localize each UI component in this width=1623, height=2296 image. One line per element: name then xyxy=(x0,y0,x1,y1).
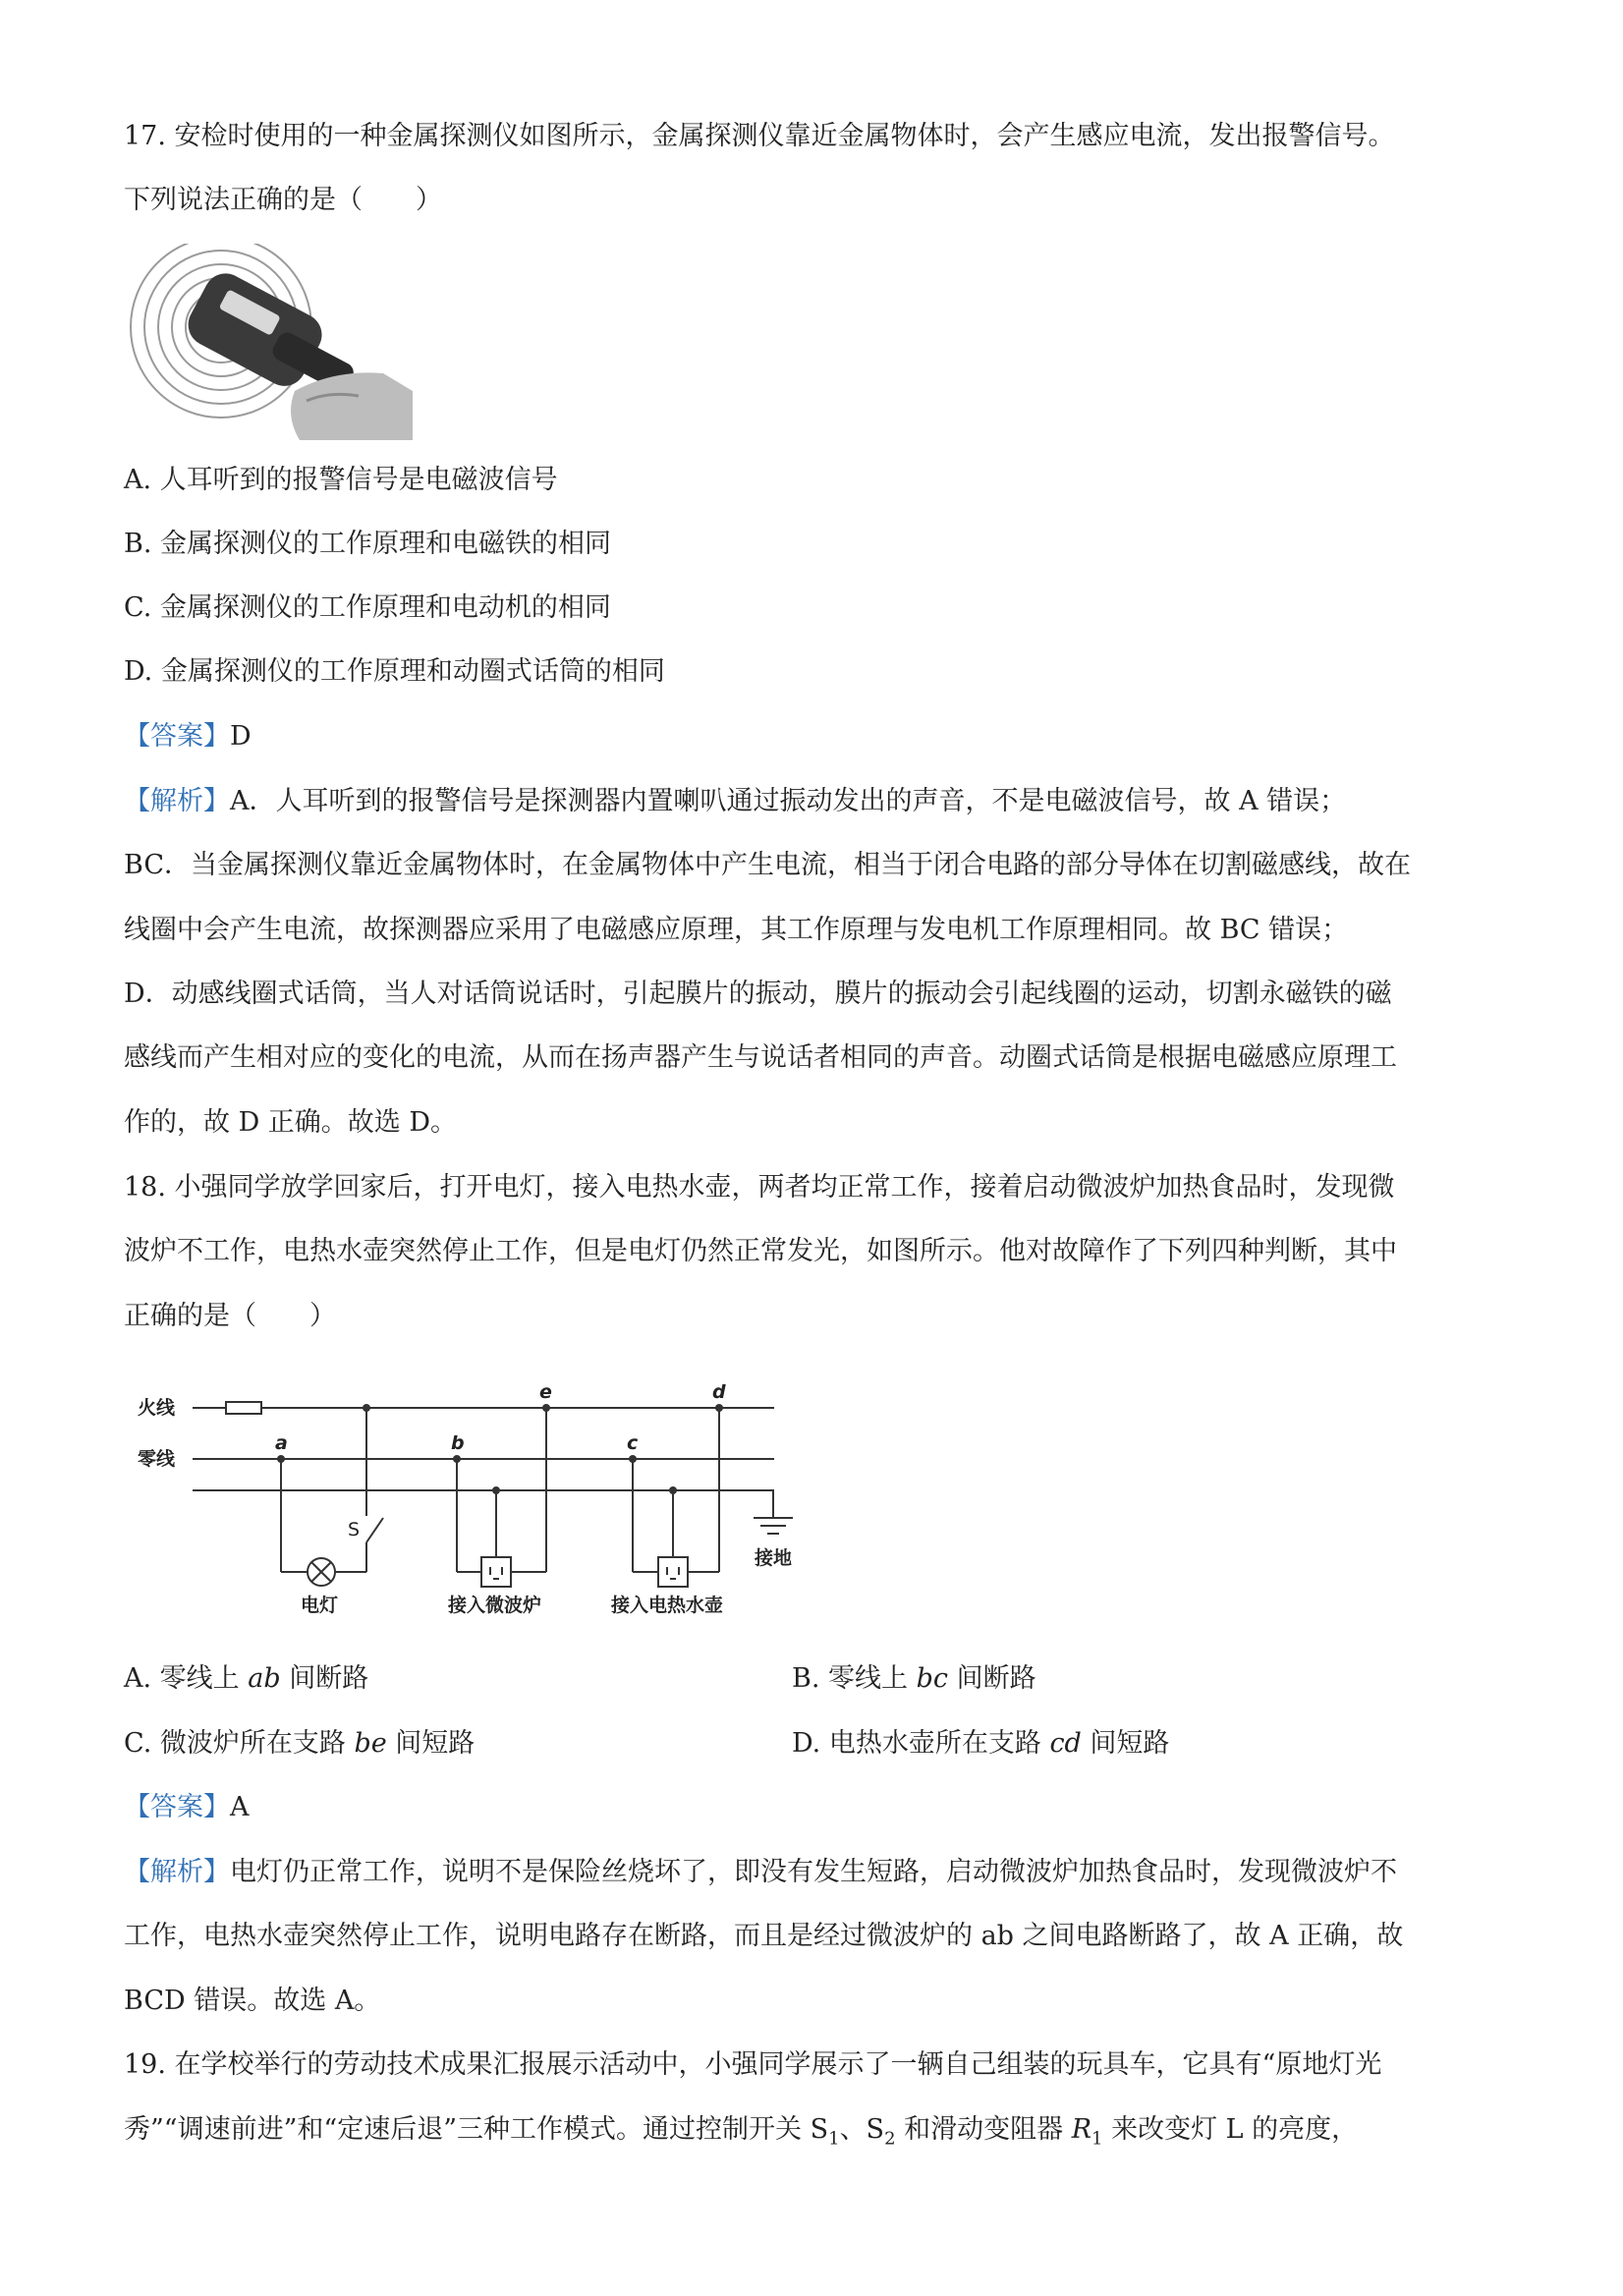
option-a-prefix: A. 零线上 xyxy=(124,1663,249,1694)
q17-analysis-line4: D．动感线圈式话筒，当人对话筒说话时，引起膜片的振动，膜片的振动会引起线圈的运动，切割永磁铁的磁 xyxy=(124,979,1392,1009)
metal-detector-image xyxy=(128,244,413,440)
q18-answer xyxy=(124,1789,250,1826)
point-e-label: e xyxy=(539,1381,552,1403)
option-a-points: ab xyxy=(248,1663,281,1694)
q19-stem-line2 xyxy=(124,2111,1358,2157)
option-d-suffix: 间短路 xyxy=(1081,1728,1170,1759)
circuit-diagram xyxy=(136,1371,813,1626)
q17-analysis-line3: 线圈中会产生电流，故探测器应采用了电磁感应原理，其工作原理与发电机工作原理相同。故 BC 错误； xyxy=(124,915,1349,945)
q17-option-a: A. 人耳听到的报警信号是电磁波信号 xyxy=(124,465,558,495)
switch-label: S xyxy=(348,1519,361,1540)
answer-value: A xyxy=(230,1792,250,1822)
analysis-tag: 【解析】 xyxy=(124,1857,230,1887)
q18-analysis-line1 xyxy=(124,1854,1397,1891)
live-wire-label: 火线 xyxy=(138,1397,176,1419)
q18-analysis-line3: BCD 错误。故选 A。 xyxy=(124,1986,381,2016)
q18-stem-line1: 18. 小强同学放学回家后，打开电灯，接入电热水壶，两者均正常工作，接着启动微波炉加热食品时，发现微 xyxy=(124,1172,1395,1203)
q19-text-a: 秀”“调速前进”和“定速后退”三种工作模式。通过控制开关 S xyxy=(124,2114,829,2145)
q17-answer xyxy=(124,718,252,756)
q17-analysis-line5: 感线而产生相对应的变化的电流，从而在扬声器产生与说话者相同的声音。动圈式话筒是根据电磁感应原理工 xyxy=(124,1042,1397,1073)
point-b-label: b xyxy=(451,1432,465,1454)
q18-option-a xyxy=(124,1660,368,1698)
q17-analysis-line6: 作的，故 D 正确。故选 D。 xyxy=(124,1107,458,1138)
option-a-suffix: 间断路 xyxy=(280,1663,369,1694)
q17-option-c: C. 金属探测仪的工作原理和电动机的相同 xyxy=(124,592,611,623)
point-c-label: c xyxy=(627,1432,639,1454)
q18-option-b xyxy=(792,1660,1036,1698)
q19-sub-s1: 1 xyxy=(828,2128,840,2150)
lamp-label: 电灯 xyxy=(301,1595,339,1616)
kettle-label: 接入电热水壶 xyxy=(611,1595,724,1616)
answer-value: D xyxy=(230,721,252,752)
option-c-suffix: 间短路 xyxy=(386,1728,476,1759)
point-a-label: a xyxy=(275,1432,288,1454)
q18-option-c xyxy=(124,1725,475,1763)
q19-sub-r1: 1 xyxy=(1091,2128,1103,2150)
answer-tag: 【答案】 xyxy=(124,1792,230,1822)
q17-stem-line1: 17. 安检时使用的一种金属探测仪如图所示，金属探测仪靠近金属物体时，会产生感应电流，发出报警信号。 xyxy=(124,121,1395,151)
q19-text-b: 和滑动变阻器 xyxy=(895,2114,1072,2145)
q19-resistor: R xyxy=(1071,2114,1092,2145)
answer-tag: 【答案】 xyxy=(124,721,230,752)
q18-stem-line2: 波炉不工作，电热水壶突然停止工作，但是电灯仍然正常发光，如图所示。他对故障作了下列四种判断，其中 xyxy=(124,1236,1397,1266)
q19-sub-s2: 2 xyxy=(884,2128,896,2150)
q19-text-c: 来改变灯 L 的亮度， xyxy=(1102,2114,1359,2145)
microwave-label: 接入微波炉 xyxy=(448,1595,542,1616)
option-b-suffix: 间断路 xyxy=(948,1663,1036,1694)
neutral-wire-label: 零线 xyxy=(138,1448,176,1470)
q17-option-b: B. 金属探测仪的工作原理和电磁铁的相同 xyxy=(124,529,612,559)
point-d-label: d xyxy=(712,1381,726,1403)
analysis-tag: 【解析】 xyxy=(124,786,230,816)
option-c-points: be xyxy=(354,1728,387,1759)
option-d-points: cd xyxy=(1049,1728,1082,1759)
option-b-prefix: B. 零线上 xyxy=(792,1663,917,1694)
q17-stem-line2: 下列说法正确的是（ ） xyxy=(124,185,442,215)
option-b-points: bc xyxy=(916,1663,948,1694)
q19-sep: 、S xyxy=(839,2114,885,2145)
q17-analysis-line2: BC．当金属探测仪靠近金属物体时，在金属物体中产生电流，相当于闭合电路的部分导体在切割磁感线，故在 xyxy=(124,850,1411,880)
q18-stem-line3: 正确的是（ ） xyxy=(124,1301,336,1331)
q18-analysis-line2: 工作，电热水壶突然停止工作，说明电路存在断路，而且是经过微波炉的 ab 之间电路断路了，故 A 正确，故 xyxy=(124,1921,1404,1951)
analysis-text: 电灯仍正常工作，说明不是保险丝烧坏了，即没有发生短路，启动微波炉加热食品时，发现微波炉不 xyxy=(230,1857,1397,1887)
q18-option-d xyxy=(792,1725,1169,1763)
q17-analysis-line1 xyxy=(124,783,1346,820)
ground-label: 接地 xyxy=(755,1547,793,1569)
q17-option-d: D. 金属探测仪的工作原理和动圈式话筒的相同 xyxy=(124,656,665,687)
option-d-prefix: D. 电热水壶所在支路 xyxy=(792,1728,1050,1759)
option-c-prefix: C. 微波炉所在支路 xyxy=(124,1728,355,1759)
analysis-text: A．人耳听到的报警信号是探测器内置喇叭通过振动发出的声音，不是电磁波信号，故 A 错误； xyxy=(230,786,1347,816)
q19-stem-line1: 19. 在学校举行的劳动技术成果汇报展示活动中，小强同学展示了一辆自己组装的玩具车，它具有“原地灯光 xyxy=(124,2049,1382,2080)
